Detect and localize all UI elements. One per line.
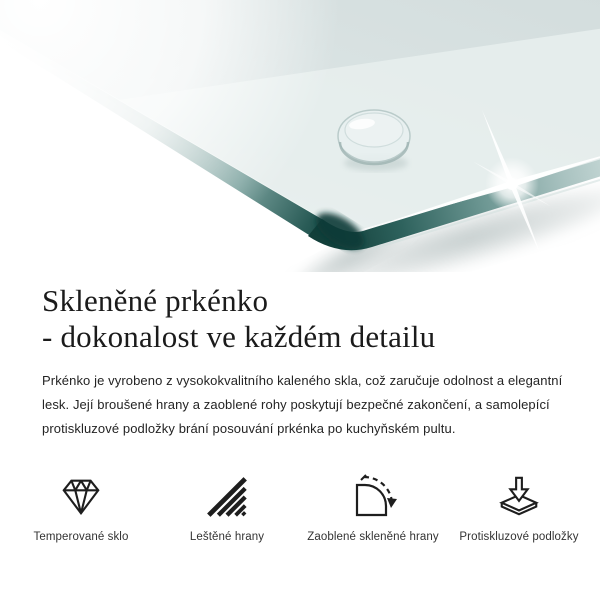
feature-label: Temperované sklo xyxy=(33,531,129,543)
diamond-icon xyxy=(57,468,105,520)
anti-slip-pad-icon xyxy=(495,468,543,520)
feature-label: Leštěné hrany xyxy=(189,531,265,543)
rounded-corner-icon xyxy=(348,468,398,520)
feature-tempered-glass xyxy=(8,468,154,543)
feature-rounded-corners xyxy=(300,468,446,543)
page-title xyxy=(42,283,577,355)
page-title-line1: Skleněné prkénko xyxy=(42,283,269,318)
feature-label: Protiskluzové podložky xyxy=(459,531,579,543)
feature-antislip-pads xyxy=(446,468,592,543)
product-copy xyxy=(42,283,577,441)
page-title-line2: - dokonalost ve každém detailu xyxy=(42,319,436,354)
polished-edges-icon xyxy=(203,468,251,520)
product-photo-glass-board xyxy=(0,0,600,272)
feature-list xyxy=(8,468,592,543)
product-description: Prkénko je vyrobeno z vysokokvalitního kaleného skla, což zaručuje odolnost a elegantní lesk. Její broušené hrany a zaoblené rohy poskytují bezpečné zakončení, a samolepící protiskluzové podložky brání posouvání prkénka po kuchyňském pultu. xyxy=(42,373,563,436)
feature-polished-edges xyxy=(154,468,300,543)
feature-label: Zaoblené skleněné hrany xyxy=(307,531,439,543)
